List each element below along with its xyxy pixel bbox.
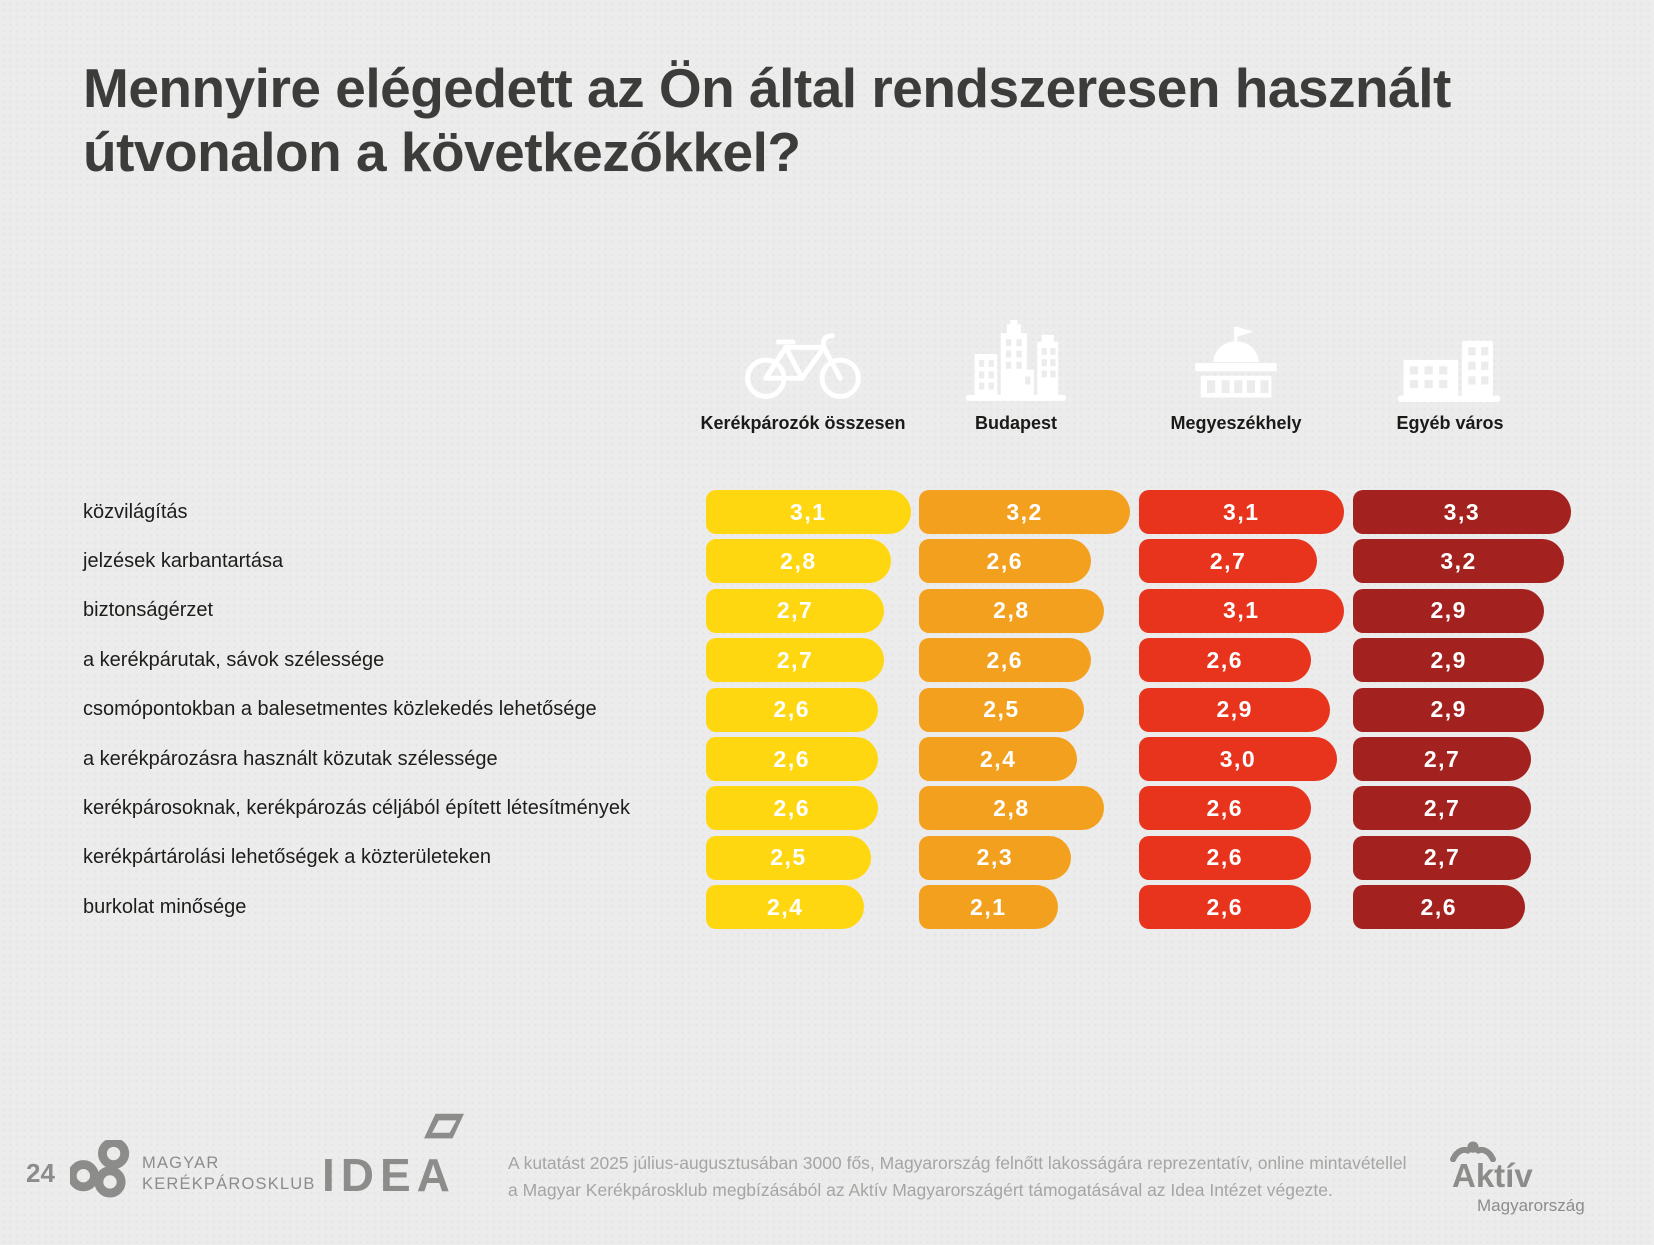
bar-osszesen-row-6: 2,6 <box>706 737 878 781</box>
bar-budapest-row-7: 2,8 <box>919 786 1104 830</box>
bar-megyeszekhely-row-6: 3,0 <box>1139 737 1337 781</box>
column-label: Budapest <box>974 413 1057 433</box>
bar-megyeszekhely-row-5: 2,9 <box>1139 688 1330 732</box>
bar-megyeszekhely-row-4: 2,6 <box>1139 638 1311 682</box>
bar-budapest-row-6: 2,4 <box>919 737 1077 781</box>
mkk-logo-text <box>142 1153 316 1195</box>
column-header-egyeb-varos <box>1345 300 1555 434</box>
bar-budapest-row-8: 2,3 <box>919 836 1071 880</box>
bar-budapest-row-4: 2,6 <box>919 638 1091 682</box>
bar-megyeszekhely-row-3: 3,1 <box>1139 589 1344 633</box>
bar-osszesen-row-3: 2,7 <box>706 589 884 633</box>
bar-egyeb-varos-row-6: 2,7 <box>1353 737 1531 781</box>
aktiv-logo-subtext: Magyarország <box>1477 1196 1585 1215</box>
row-label: közvilágítás <box>83 500 188 523</box>
idea-logo-icon <box>420 1108 468 1151</box>
bar-osszesen-row-9: 2,4 <box>706 885 864 929</box>
row-label: kerékpártárolási lehetőségek a közterületeken <box>83 846 492 869</box>
bar-osszesen-row-1: 3,1 <box>706 490 911 534</box>
aktiv-logo-text: Aktív <box>1452 1157 1533 1194</box>
row-label: a kerékpározásra használt közutak szélessége <box>83 747 498 770</box>
bar-megyeszekhely-row-7: 2,6 <box>1139 786 1311 830</box>
bar-osszesen-row-8: 2,5 <box>706 836 871 880</box>
bar-megyeszekhely-row-2: 2,7 <box>1139 539 1317 583</box>
page-title: Mennyire elégedett az Ön által rendszeresen használt útvonalon a következőkkel? <box>83 57 1451 183</box>
city-skyline-icon <box>911 300 1121 402</box>
magyar-kerekparosklub-logo <box>70 1140 134 1204</box>
mkk-logo-line2: KERÉKPÁROSKLUB <box>142 1175 316 1193</box>
bar-megyeszekhely-row-9: 2,6 <box>1139 885 1311 929</box>
bar-egyeb-varos-row-7: 2,7 <box>1353 786 1531 830</box>
bar-egyeb-varos-row-8: 2,7 <box>1353 836 1531 880</box>
bar-egyeb-varos-row-4: 2,9 <box>1353 638 1544 682</box>
bar-egyeb-varos-row-2: 3,2 <box>1353 539 1564 583</box>
column-header-megyeszekhely <box>1131 300 1341 434</box>
row-label: kerékpárosoknak, kerékpározás céljából épített létesítmények <box>83 796 630 819</box>
bar-osszesen-row-5: 2,6 <box>706 688 878 732</box>
bar-osszesen-row-7: 2,6 <box>706 786 878 830</box>
mkk-logo-line1: MAGYAR <box>142 1154 220 1172</box>
column-label: Egyéb város <box>1396 413 1504 433</box>
bar-egyeb-varos-row-9: 2,6 <box>1353 885 1525 929</box>
row-label: burkolat minősége <box>83 895 247 918</box>
bar-egyeb-varos-row-3: 2,9 <box>1353 589 1544 633</box>
study-footnote <box>508 1150 1448 1204</box>
footnote-line2: a Magyar Kerékpárosklub megbízásából az Aktív Magyarországért támogatásával az Idea Intézet végezte. <box>508 1180 1333 1200</box>
bar-budapest-row-9: 2,1 <box>919 885 1058 929</box>
bar-osszesen-row-4: 2,7 <box>706 638 884 682</box>
bar-megyeszekhely-row-8: 2,6 <box>1139 836 1311 880</box>
column-label: Kerékpározók összesen <box>700 413 906 433</box>
footnote-line1: A kutatást 2025 július-augusztusában 3000 fős, Magyarország felnőtt lakosságára reprezentatív, online mintavétellel <box>508 1153 1407 1173</box>
bar-osszesen-row-2: 2,8 <box>706 539 891 583</box>
column-header-budapest <box>911 300 1121 434</box>
page-number: 24 <box>26 1158 55 1188</box>
bar-budapest-row-1: 3,2 <box>919 490 1130 534</box>
capitol-icon <box>1131 300 1341 402</box>
chainrings-icon <box>70 1186 134 1203</box>
bar-budapest-row-5: 2,5 <box>919 688 1084 732</box>
column-label: Megyeszékhely <box>1170 413 1302 433</box>
bar-budapest-row-2: 2,6 <box>919 539 1091 583</box>
bar-megyeszekhely-row-1: 3,1 <box>1139 490 1344 534</box>
bar-budapest-row-3: 2,8 <box>919 589 1104 633</box>
bar-egyeb-varos-row-1: 3,3 <box>1353 490 1571 534</box>
row-label: csomópontokban a balesetmentes közlekedés lehetősége <box>83 698 597 721</box>
row-label: jelzések karbantartása <box>83 549 284 572</box>
bicycle-icon <box>698 300 908 402</box>
bar-egyeb-varos-row-5: 2,9 <box>1353 688 1544 732</box>
idea-logo-text: IDEA <box>322 1149 456 1201</box>
town-icon <box>1345 300 1555 402</box>
row-label: a kerékpárutak, sávok szélessége <box>83 648 385 671</box>
column-header-osszesen <box>698 300 908 434</box>
row-label: biztonságérzet <box>83 599 214 622</box>
